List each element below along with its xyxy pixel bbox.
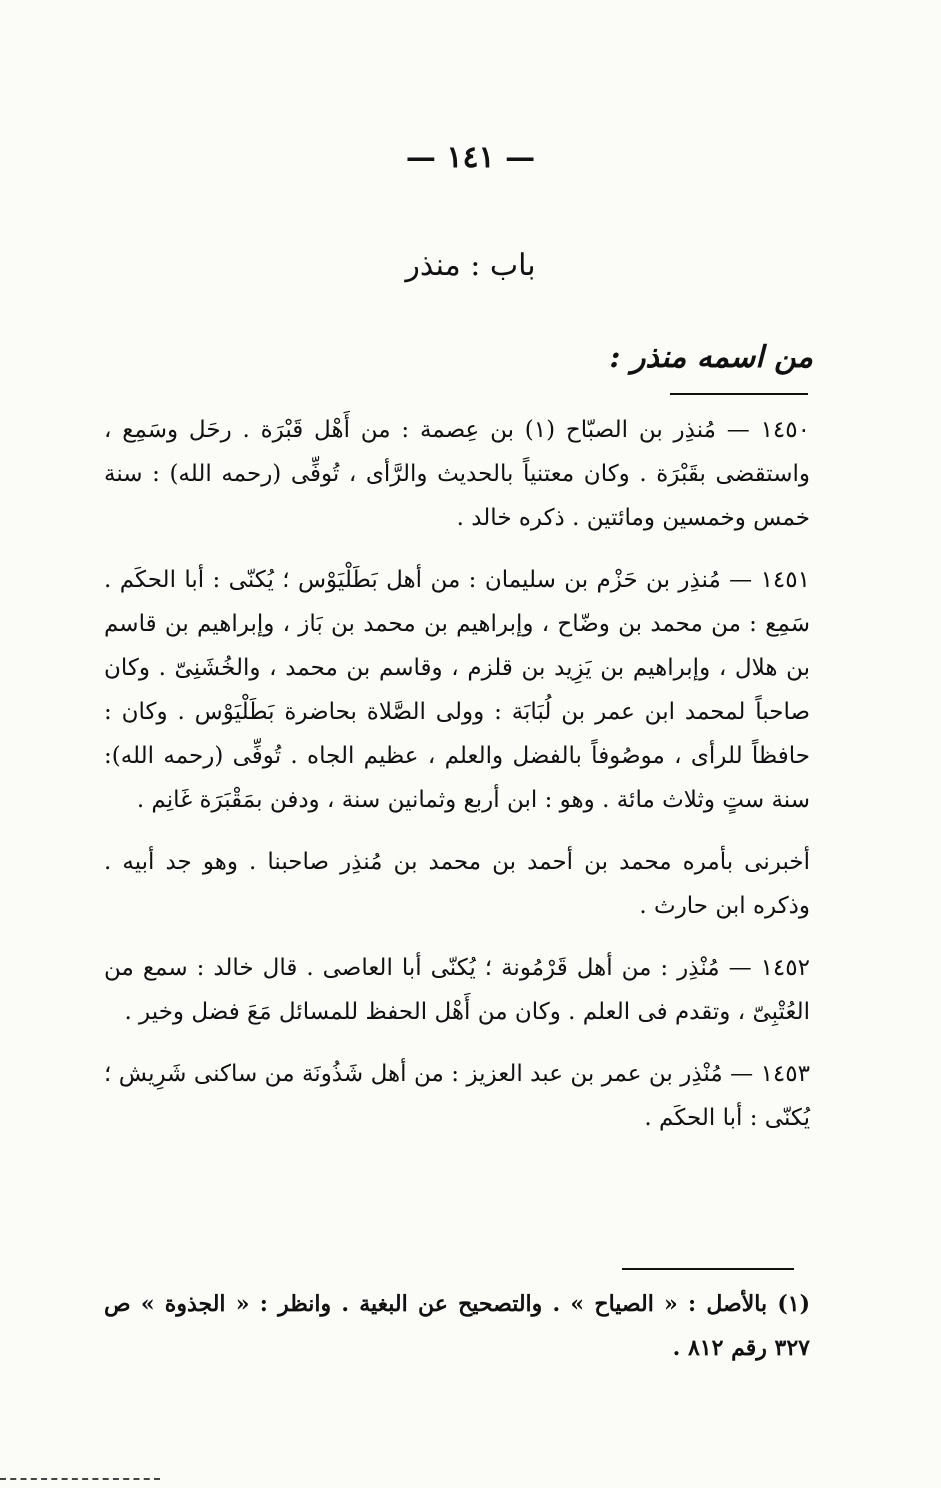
entry-1450: ١٤٥٠ — مُنذِر بن الصبّاح (١) بن عِصمة : من أَهْل قَبْرَة . رحَل وسَمِع ، واستقضى بقَبْرَة . وكان معتنياً بالحديث والرَّأى ، تُوفِّى (رحمه الله) : سنة خمس وخمسين ومائتين . ذكره خالد . [104,417,810,531]
entries-body [104,408,810,1140]
entry-1452: ١٤٥٢ — مُنْذِر : من أهل قَرْمُونة ؛ يُكنّى أبا العاصى . قال خالد : سمع من العُتْبِىّ ، وتقدم فى العلم . وكان من أَهْل الحفظ للمسائل مَعَ فضل وخير . [104,955,810,1025]
entry-1451-note: أخبرنى بأمره محمد بن أحمد بن محمد بن مُنذِر صاحبنا . وهو جد أبيه . وذكره ابن حارث . [104,849,810,919]
entry-1451: ١٤٥١ — مُنذِر بن حَزْم بن سليمان : من أهل بَطَلْيَوْس ؛ يُكنّى : أبا الحكَم . سَمِع : من محمد بن وضّاح ، وإبراهيم بن محمد بن بَاز ، وإبراهيم بن قاسم بن هلال ، وإبراهيم بن يَزِيد بن قلزم ، وقاسم بن محمد ، والخُشَنِىّ . وكان صاحباً لمحمد ابن عمر بن لُبَابَة : وولى الصَّلاة بحاضرة بَطَلْيَوْس . وكان : حافظاً للرأى ، موصُوفاً بالفضل والعلم ، عظيم الجاه . تُوفِّى (رحمه الله): سنة ستٍ وثلاث مائة . وهو : ابن أربع وثمانين سنة ، ودفن بمَقْبَرَة غَانِم . [104,567,810,813]
footnote-text: (١) بالأصل : « الصياح » . والتصحيح عن البغية . وانظر : « الجذوة » ص ٣٢٧ رقم ٨١٢ . [104,1291,810,1361]
handwritten-underline [670,393,808,395]
chapter-title: باب : منذر [405,248,536,283]
footnote [104,1282,810,1370]
scan-edge-mark [0,1478,160,1480]
page-number: — ١٤١ — [405,140,536,175]
entry-1453: ١٤٥٣ — مُنْذِر بن عمر بن عبد العزيز : من أهل شَذُونَة من ساكنى شَرِيش ؛ يُكنّى : أبا الحكَم . [104,1061,810,1131]
handwritten-note: من اسمه منذر : [609,340,813,375]
footnote-rule [622,1268,794,1270]
